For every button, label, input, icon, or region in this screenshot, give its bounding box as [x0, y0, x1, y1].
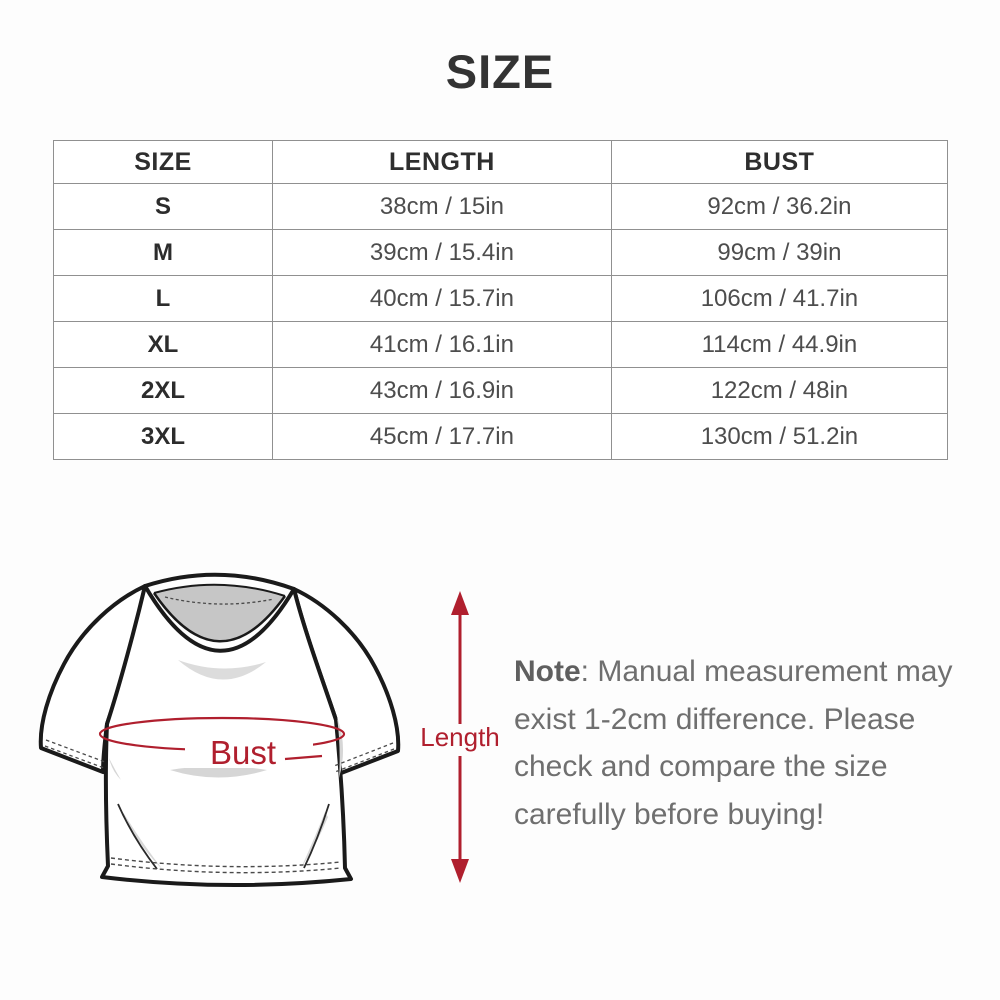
- table-row: [54, 230, 948, 276]
- bust-cell: 122cm / 48in: [611, 368, 947, 414]
- bust-cell: 106cm / 41.7in: [611, 276, 947, 322]
- size-cell: 3XL: [54, 414, 273, 460]
- note-line: exist 1-2cm difference. Please: [514, 702, 916, 736]
- table-row: [54, 276, 948, 322]
- length-cell: 45cm / 17.7in: [273, 414, 612, 460]
- length-cell: 39cm / 15.4in: [273, 230, 612, 276]
- note-label: Note: [514, 655, 581, 688]
- header-length: LENGTH: [273, 141, 612, 184]
- bust-cell: 99cm / 39in: [611, 230, 947, 276]
- size-chart-table: [53, 140, 948, 460]
- table-row: [54, 414, 948, 460]
- header-size: SIZE: [54, 141, 273, 184]
- size-cell: L: [54, 276, 273, 322]
- length-label: Length: [420, 722, 500, 752]
- note-line: [514, 648, 954, 696]
- table-row: [54, 368, 948, 414]
- note-line: carefully before buying!: [514, 797, 825, 831]
- note-text: : Manual measurement may: [580, 655, 953, 688]
- size-cell: S: [54, 184, 273, 230]
- table-header-row: [54, 141, 948, 184]
- length-cell: 38cm / 15in: [273, 184, 612, 230]
- tshirt-diagram: [15, 572, 515, 972]
- table-row: [54, 322, 948, 368]
- note-line: check and compare the size: [514, 750, 888, 783]
- bust-cell: 114cm / 44.9in: [611, 322, 947, 368]
- size-cell: M: [54, 230, 273, 276]
- bust-cell: 130cm / 51.2in: [611, 414, 947, 460]
- bust-cell: 92cm / 36.2in: [611, 184, 947, 230]
- page-title: SIZE: [445, 45, 555, 98]
- size-cell: XL: [54, 322, 273, 368]
- measurement-note: [514, 648, 954, 838]
- table-row: [54, 184, 948, 230]
- length-cell: 40cm / 15.7in: [273, 276, 612, 322]
- header-bust: BUST: [611, 141, 947, 184]
- bust-label: Bust: [209, 734, 277, 771]
- length-cell: 41cm / 16.1in: [273, 322, 612, 368]
- length-cell: 43cm / 16.9in: [273, 368, 612, 414]
- size-cell: 2XL: [54, 368, 273, 414]
- measurement-figure: [15, 572, 515, 972]
